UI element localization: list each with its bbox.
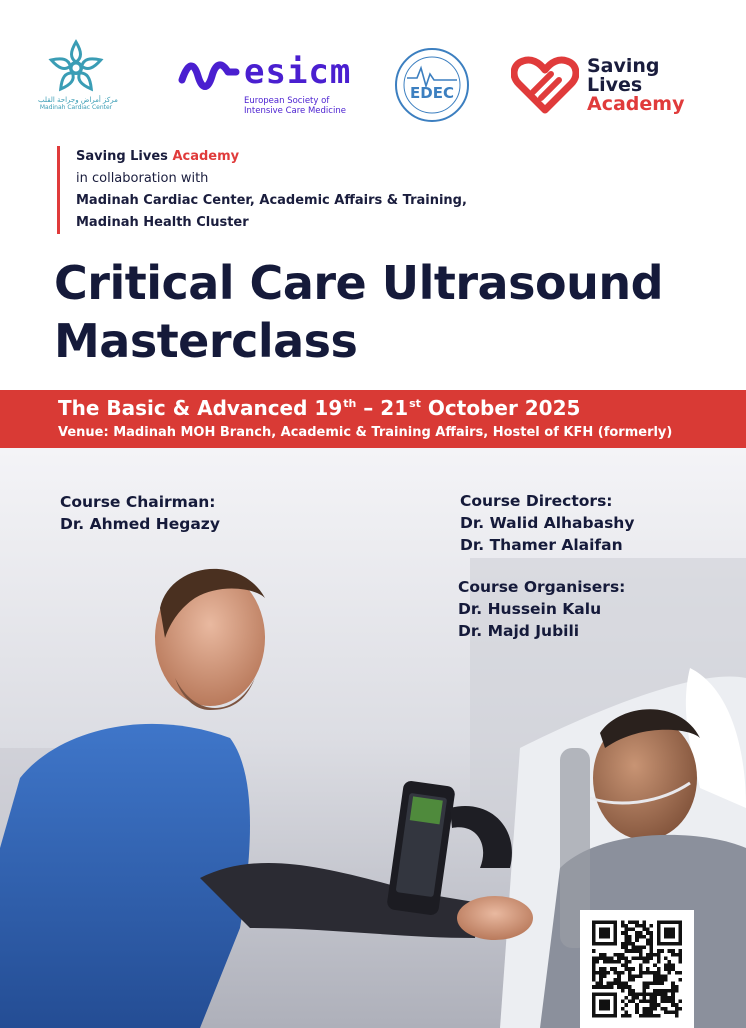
esicm-logo <box>178 52 368 116</box>
edec-logo <box>393 46 471 124</box>
date-end-suffix: st <box>409 397 421 410</box>
collab-org-line <box>76 146 467 168</box>
circle-heartbeat-logo-icon <box>393 46 471 124</box>
date-venue-banner <box>0 390 746 448</box>
venue: Venue: Madinah MOH Branch, Academic & Training Affairs, Hostel of KFH (formerly) <box>58 425 673 440</box>
organiser-name: Dr. Majd Jubili <box>458 622 580 640</box>
course-dates <box>58 396 580 420</box>
page-title <box>54 254 663 370</box>
date-start: 19 <box>314 396 343 420</box>
mcc-arabic-name: مركز أمراض وجراحة القلب <box>38 96 118 104</box>
wave-logo-icon <box>178 56 240 96</box>
course-organisers <box>458 576 625 642</box>
esicm-subtitle-line1: European Society of <box>244 96 330 106</box>
course-chairman <box>60 491 220 535</box>
collab-org-name: Saving Lives <box>76 149 168 164</box>
registration-qr-code[interactable] <box>580 910 694 1028</box>
director-name: Dr. Thamer Alaifan <box>460 536 623 554</box>
date-month-year: October 2025 <box>420 396 581 420</box>
esicm-subtitle-line2: Intensive Care Medicine <box>244 106 346 116</box>
qr-code-icon[interactable] <box>592 920 682 1018</box>
collab-line4: Madinah Health Cluster <box>76 215 249 230</box>
date-start-suffix: th <box>343 397 357 410</box>
organisers-heading: Course Organisers: <box>458 578 626 596</box>
esicm-wordmark: esicm <box>244 52 352 92</box>
collab-line3: Madinah Cardiac Center, Academic Affairs & Training, <box>76 193 467 208</box>
madinah-cardiac-center-logo <box>38 38 118 111</box>
mcc-english-name: Madinah Cardiac Center <box>39 104 113 111</box>
heart-logo-icon <box>511 56 579 116</box>
course-directors <box>460 490 634 556</box>
collaboration-block <box>57 146 467 234</box>
directors-heading: Course Directors: <box>460 492 613 510</box>
collab-org-accent: Academy <box>172 149 240 164</box>
sla-logo-line1: Saving <box>587 55 660 77</box>
date-end: 21 <box>380 396 409 420</box>
esicm-subtitle <box>244 96 346 116</box>
organiser-name: Dr. Hussein Kalu <box>458 600 602 618</box>
director-name: Dr. Walid Alhabashy <box>460 514 635 532</box>
edec-wordmark: EDEC <box>410 84 454 102</box>
star-flower-logo-icon <box>41 38 111 96</box>
title-line2: Masterclass <box>54 314 358 368</box>
course-level: The Basic & Advanced <box>58 396 308 420</box>
saving-lives-academy-logo <box>511 54 711 124</box>
title-line1: Critical Care Ultrasound <box>54 256 663 310</box>
logo-row <box>0 34 746 130</box>
sla-logo-line2: Lives <box>587 74 643 96</box>
chairman-name: Dr. Ahmed Hegazy <box>60 515 220 533</box>
date-separator: – <box>356 396 381 420</box>
collab-line2: in collaboration with <box>76 171 209 186</box>
sla-logo-line3: Academy <box>587 93 685 115</box>
chairman-heading: Course Chairman: <box>60 493 216 511</box>
